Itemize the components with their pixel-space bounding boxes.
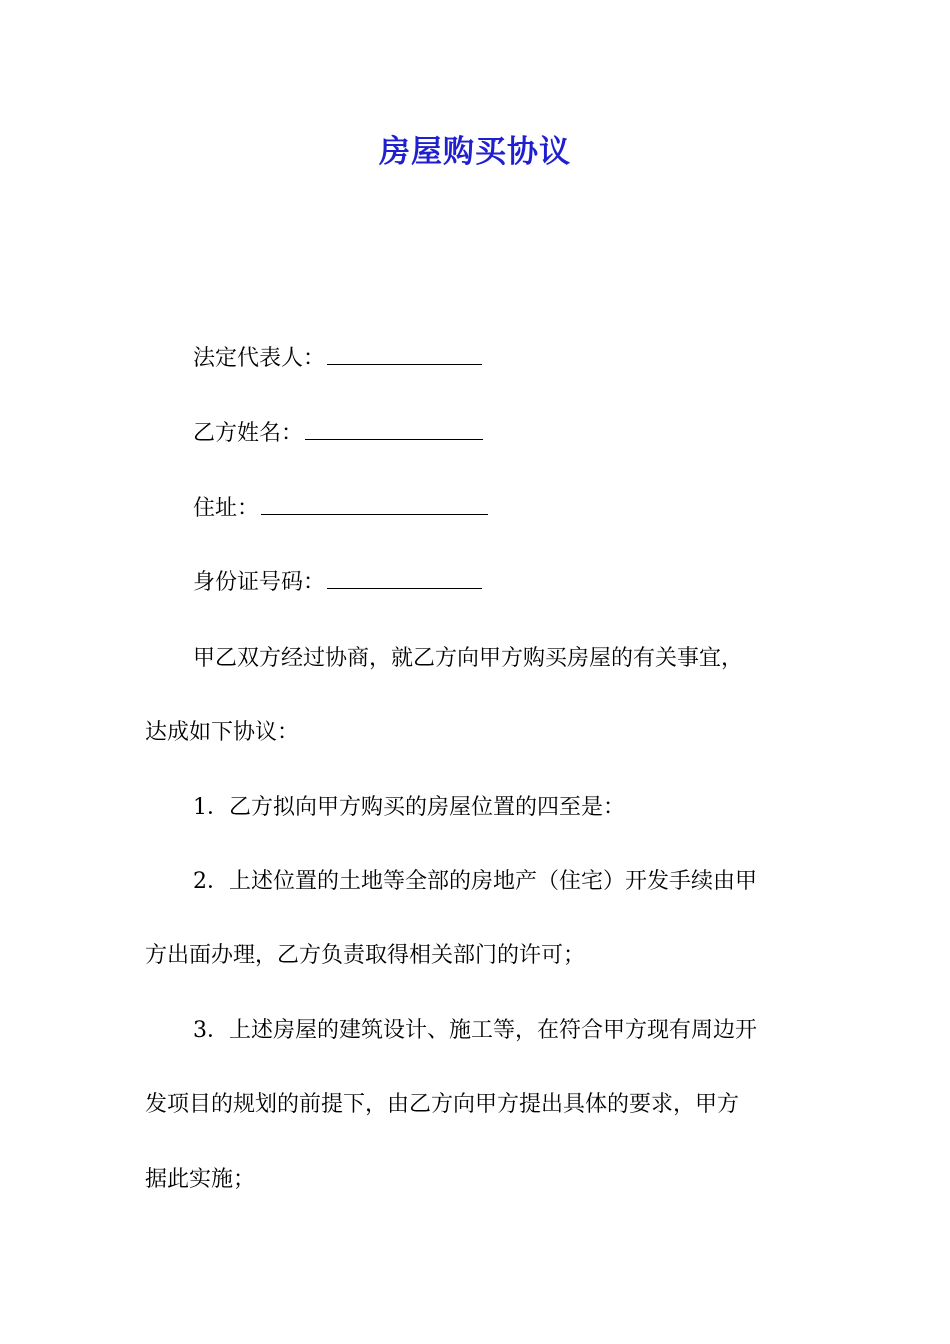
clause-2-line: 2．上述位置的土地等全部的房地产（住宅）开发手续由甲: [193, 869, 757, 894]
clause-3-line: 3．上述房屋的建筑设计、施工等，在符合甲方现有周边开: [193, 1018, 757, 1043]
clause-2-line: 方出面办理，乙方负责取得相关部门的许可；: [145, 943, 586, 968]
blank-line-id-number: [327, 568, 482, 589]
field-label: 身份证号码：: [193, 570, 326, 595]
blank-line-address: [261, 494, 488, 515]
clause-3-line: 据此实施；: [145, 1167, 256, 1192]
clause-3-line: 发项目的规划的前提下，由乙方向甲方提出具体的要求，甲方: [145, 1092, 740, 1117]
field-party-b-name: [193, 419, 483, 449]
paragraph-line: 甲乙双方经过协商，就乙方向甲方购买房屋的有关事宜，: [193, 646, 744, 671]
document-title: 房屋购买协议: [379, 134, 571, 170]
paragraph-line: 达成如下协议：: [145, 720, 300, 745]
field-id-number: [193, 568, 482, 598]
field-label: 乙方姓名：: [193, 421, 304, 446]
field-label: 住址：: [193, 496, 260, 521]
blank-line-party-b-name: [305, 419, 483, 440]
blank-line-legal-representative: [327, 344, 482, 365]
clause-1-line: 1．乙方拟向甲方购买的房屋位置的四至是：: [193, 795, 625, 820]
field-address: [193, 494, 488, 524]
field-label: 法定代表人：: [193, 346, 326, 371]
field-legal-representative: [193, 344, 482, 374]
